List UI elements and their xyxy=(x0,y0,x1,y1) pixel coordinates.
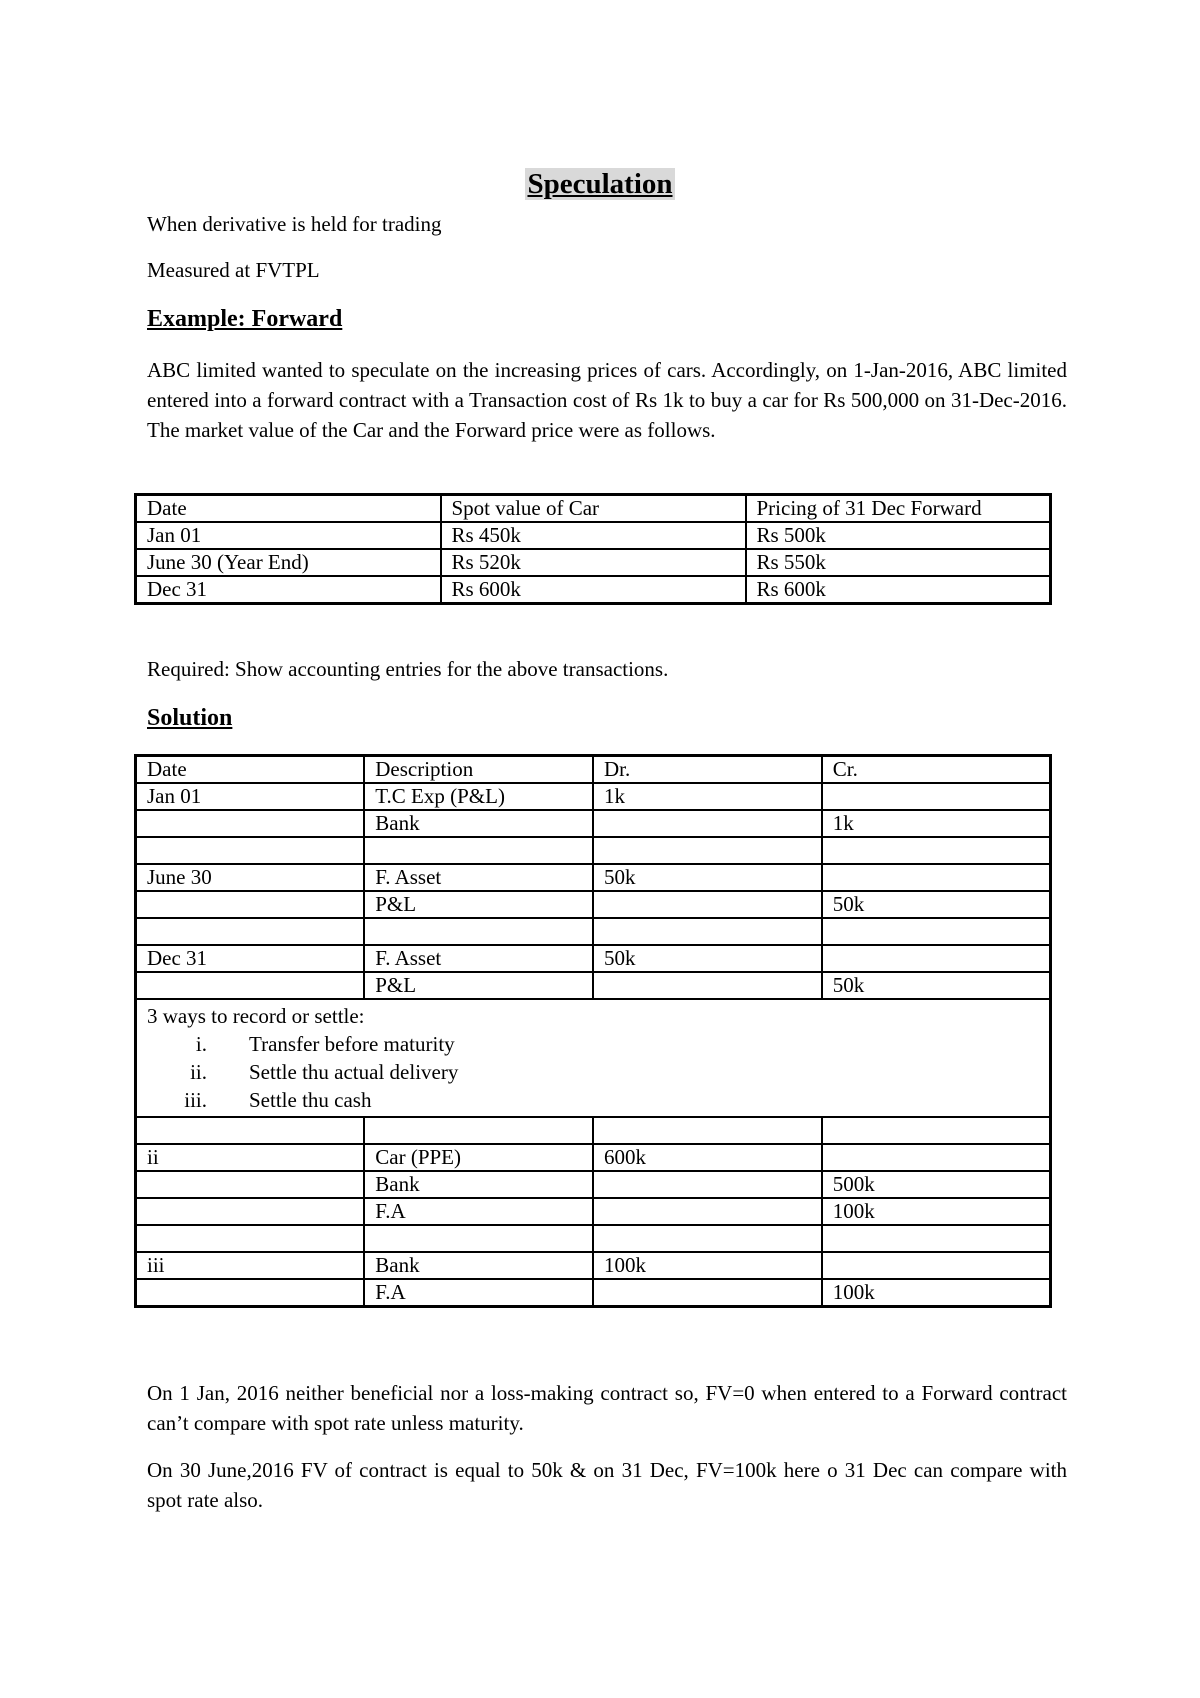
table-row xyxy=(136,864,1051,891)
table-row xyxy=(136,1144,1051,1171)
table-cell: Bank xyxy=(364,1252,593,1279)
table-cell: Pricing of 31 Dec Forward xyxy=(746,495,1051,523)
table-cell xyxy=(593,891,822,918)
table-cell: F.A xyxy=(364,1279,593,1307)
table-cell xyxy=(593,1171,822,1198)
table-cell: Dec 31 xyxy=(136,576,441,604)
table-cell xyxy=(593,972,822,999)
table-cell: F. Asset xyxy=(364,945,593,972)
table-cell: Description xyxy=(364,756,593,784)
table-cell: Rs 600k xyxy=(746,576,1051,604)
table-cell: Bank xyxy=(364,810,593,837)
table-row xyxy=(136,945,1051,972)
table-row xyxy=(136,576,1051,604)
list-item xyxy=(147,1086,1039,1114)
table-cell xyxy=(136,972,365,999)
table-cell xyxy=(822,1117,1051,1144)
conclusion-paragraph-2: On 30 June,2016 FV of contract is equal to 50k & on 31 Dec, FV=100k here o 31 Dec can compare with spot rate also. xyxy=(147,1458,1067,1512)
table-cell: Rs 520k xyxy=(441,549,746,576)
table-cell xyxy=(822,1252,1051,1279)
table-cell: June 30 xyxy=(136,864,365,891)
list-item xyxy=(147,1030,1039,1058)
solution-heading: Solution xyxy=(147,705,233,731)
table-cell: 50k xyxy=(593,945,822,972)
table-cell: 50k xyxy=(822,891,1051,918)
intro-line-2: Measured at FVTPL xyxy=(147,258,320,282)
table-cell: 1k xyxy=(822,810,1051,837)
list-item-text: Settle thu cash xyxy=(249,1088,372,1112)
table-cell: Dr. xyxy=(593,756,822,784)
table-row xyxy=(136,549,1051,576)
list-item-number: i. xyxy=(195,1032,207,1056)
table-cell xyxy=(822,1144,1051,1171)
table-cell xyxy=(822,837,1051,864)
table-cell xyxy=(593,837,822,864)
table-cell xyxy=(593,1279,822,1307)
example-paragraph: ABC limited wanted to speculate on the increasing prices of cars. Accordingly, on 1-Jan-2016, ABC limited entered into a forward contract with a Transaction cost of Rs 1k to buy a car for Rs 500,000 on 31-Dec-2016. The market value of the Car and the Forward price were as follows. xyxy=(147,358,1067,442)
table-cell: Rs 600k xyxy=(441,576,746,604)
table-cell xyxy=(136,1171,365,1198)
intro-line-1: When derivative is held for trading xyxy=(147,212,442,236)
table-cell: P&L xyxy=(364,891,593,918)
table-cell: 1k xyxy=(593,783,822,810)
table-cell xyxy=(136,1117,365,1144)
table-row xyxy=(136,783,1051,810)
notes-intro: 3 ways to record or settle: xyxy=(147,1004,365,1028)
table-cell xyxy=(593,1225,822,1252)
required-text: Required: Show accounting entries for the above transactions. xyxy=(147,657,669,681)
table-row xyxy=(136,1171,1051,1198)
table-row xyxy=(136,1117,1051,1144)
table-cell xyxy=(822,1225,1051,1252)
list-item-text: Settle thu actual delivery xyxy=(249,1060,459,1084)
table-row xyxy=(136,810,1051,837)
table-cell: Car (PPE) xyxy=(364,1144,593,1171)
table-cell: June 30 (Year End) xyxy=(136,549,441,576)
table-cell: Jan 01 xyxy=(136,522,441,549)
table-cell xyxy=(364,1117,593,1144)
conclusion-paragraph-1: On 1 Jan, 2016 neither beneficial nor a loss-making contract so, FV=0 when entered to a Forward contract can’t compare with spot rate unless maturity. xyxy=(147,1381,1067,1435)
table-cell: 600k xyxy=(593,1144,822,1171)
table-cell: 50k xyxy=(593,864,822,891)
table-cell: 500k xyxy=(822,1171,1051,1198)
table-row xyxy=(136,1225,1051,1252)
table-cell: Rs 500k xyxy=(746,522,1051,549)
table-header-row xyxy=(136,756,1051,784)
list-item-number: ii. xyxy=(190,1060,207,1084)
table-cell: Date xyxy=(136,756,365,784)
table-cell: T.C Exp (P&L) xyxy=(364,783,593,810)
table-row xyxy=(136,1252,1051,1279)
table-cell: Bank xyxy=(364,1171,593,1198)
table-cell: Rs 450k xyxy=(441,522,746,549)
table-cell: 100k xyxy=(593,1252,822,1279)
table-cell: Jan 01 xyxy=(136,783,365,810)
table-row xyxy=(136,891,1051,918)
notes-row xyxy=(136,999,1051,1117)
table-cell: Spot value of Car xyxy=(441,495,746,523)
solution-table xyxy=(134,754,1052,1308)
table-cell xyxy=(822,918,1051,945)
table-cell xyxy=(136,1225,365,1252)
table-row xyxy=(136,837,1051,864)
price-table xyxy=(134,493,1052,605)
table-cell: 50k xyxy=(822,972,1051,999)
table-header-row xyxy=(136,495,1051,523)
table-cell xyxy=(364,837,593,864)
page-title: Speculation xyxy=(527,168,673,200)
table-row xyxy=(136,972,1051,999)
table-cell xyxy=(822,783,1051,810)
settlement-notes xyxy=(136,999,1051,1117)
table-cell xyxy=(136,891,365,918)
table-cell: Dec 31 xyxy=(136,945,365,972)
list-item-number: iii. xyxy=(184,1088,207,1112)
table-cell: F.A xyxy=(364,1198,593,1225)
table-cell: Rs 550k xyxy=(746,549,1051,576)
table-cell: iii xyxy=(136,1252,365,1279)
table-cell: F. Asset xyxy=(364,864,593,891)
example-heading: Example: Forward xyxy=(147,306,343,332)
table-cell xyxy=(364,1225,593,1252)
table-row xyxy=(136,1198,1051,1225)
table-row xyxy=(136,522,1051,549)
table-cell xyxy=(364,918,593,945)
table-cell: Date xyxy=(136,495,441,523)
table-cell xyxy=(136,918,365,945)
table-cell xyxy=(136,837,365,864)
table-cell: 100k xyxy=(822,1198,1051,1225)
table-cell: ii xyxy=(136,1144,365,1171)
table-row xyxy=(136,918,1051,945)
table-cell: P&L xyxy=(364,972,593,999)
table-cell: Cr. xyxy=(822,756,1051,784)
table-cell xyxy=(136,1279,365,1307)
table-cell xyxy=(822,864,1051,891)
table-cell xyxy=(593,918,822,945)
list-item xyxy=(147,1058,1039,1086)
table-row xyxy=(136,1279,1051,1307)
table-cell xyxy=(136,810,365,837)
table-cell xyxy=(136,1198,365,1225)
list-item-text: Transfer before maturity xyxy=(249,1032,455,1056)
table-cell xyxy=(593,1198,822,1225)
table-cell xyxy=(822,945,1051,972)
table-cell xyxy=(593,1117,822,1144)
table-cell: 100k xyxy=(822,1279,1051,1307)
table-cell xyxy=(593,810,822,837)
